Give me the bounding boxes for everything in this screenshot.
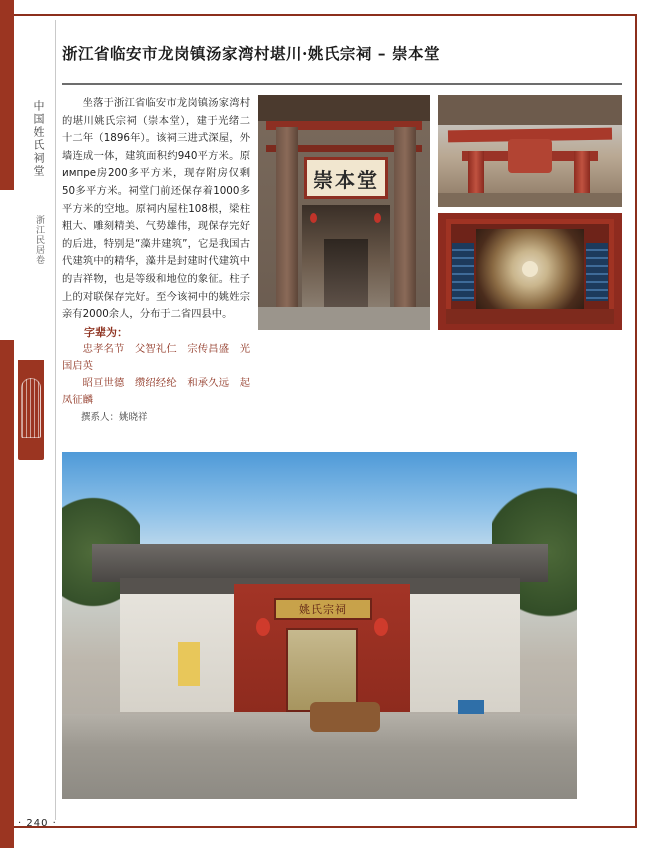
interior-gate-photo <box>258 95 430 330</box>
column-divider <box>55 20 56 820</box>
article-header <box>62 42 622 70</box>
lantern-icon <box>310 213 317 223</box>
blue-object <box>458 700 484 714</box>
base-band <box>446 309 614 324</box>
ancestral-hall-exterior-photo <box>62 452 577 799</box>
spine-band-highlight <box>0 190 14 340</box>
ceiling-shape <box>258 95 430 121</box>
page-title: 浙江省临安市龙岗镇汤家湾村堪川·姚氏宗祠 – 崇本堂 <box>62 44 440 63</box>
pillar-left <box>276 127 298 330</box>
fan-icon <box>21 378 41 438</box>
ground-shape <box>438 193 622 207</box>
yellow-notice <box>178 642 200 686</box>
lantern-icon <box>374 213 381 223</box>
pillar-right <box>394 127 416 330</box>
bottom-rule <box>14 826 637 828</box>
caisson-ceiling-photo <box>438 213 622 330</box>
hall-plaque: 崇本堂 <box>304 157 388 199</box>
generation-names-line-2: 昭亘世德 缵绍经纶 和承久远 起凤征麟 <box>62 377 250 407</box>
bracket-set <box>508 139 552 173</box>
roof-ridge <box>92 544 548 582</box>
article-body <box>62 95 250 427</box>
lattice-window-right <box>586 243 608 301</box>
generation-names-heading: 字辈为： <box>84 325 128 339</box>
lantern-icon <box>374 618 388 636</box>
author-credit: 撰系人：姚晓祥 <box>81 412 148 424</box>
roof-shape <box>438 95 622 125</box>
inner-door <box>324 239 368 307</box>
page-number: · 240 · <box>18 818 57 829</box>
beam-bracket-photo <box>438 95 622 207</box>
body-paragraph: 坐落于浙江省临安市龙岗镇汤家湾村的堪川姚氏宗祠（崇本堂），建于光绪二十二年（1896年）。该祠三进式深屋，外墙连成一体，建筑面积约940平方米。原импре房200多平方米，现存附房仅剩50多平方米。祠堂门前还保存着1000多平方米的空地。原祠内屋柱108根，梁柱粗大、雕刻精美、气势雄伟，现保存完好的后进，特别是“藻井建筑”，它是我国古代建筑中的精华，藻井是封建时代建筑中的吉祥物，也是等级和地位的象征。柱子上的对联保存完好。至今该祠中的姚姓宗亲有2000余人，分布于二省四县中。 <box>62 97 250 321</box>
top-rule <box>14 14 637 16</box>
running-subhead-vertical: 浙江民居卷 <box>34 215 44 265</box>
caisson-dome <box>476 229 584 315</box>
decorative-ornament <box>18 360 44 460</box>
red-facade <box>234 584 410 712</box>
lattice-window-left <box>452 243 474 301</box>
running-head-vertical: 中国姓氏祠堂 <box>32 100 45 178</box>
right-rule <box>635 14 637 828</box>
title-underline <box>62 83 622 85</box>
main-door <box>286 628 358 712</box>
gate-plaque: 姚氏宗祠 <box>274 598 372 620</box>
generation-names-line-1: 忠孝名节 父智礼仁 宗传昌盛 光国启英 <box>62 343 250 373</box>
lantern-icon <box>256 618 270 636</box>
floor-shape <box>258 307 430 330</box>
spine-band <box>0 0 14 848</box>
woodpile <box>310 702 380 732</box>
